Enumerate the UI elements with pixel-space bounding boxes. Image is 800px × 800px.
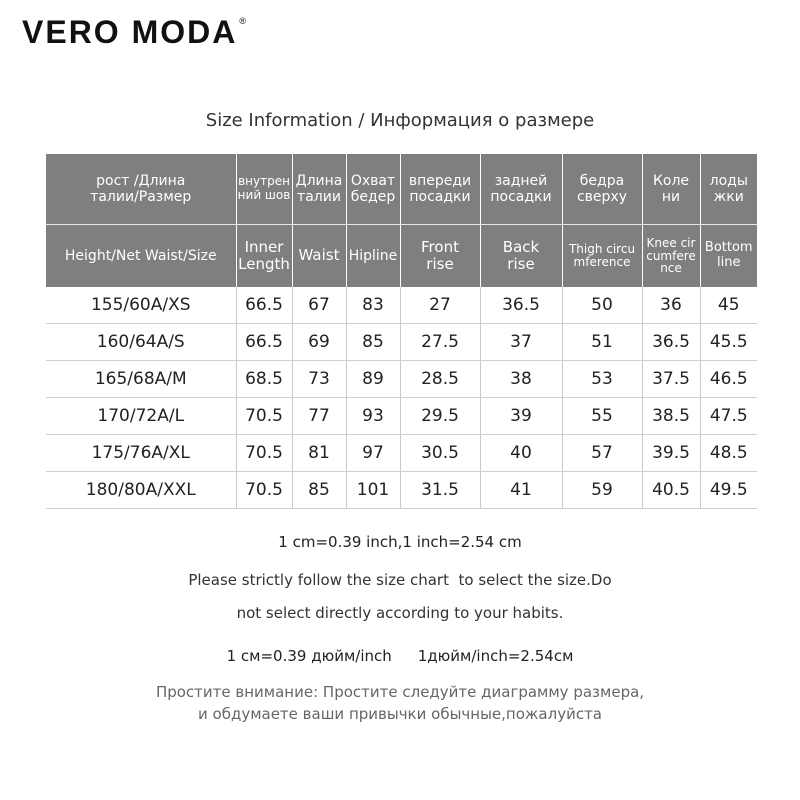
brand-name: VERO MODA — [22, 14, 238, 50]
table-row — [46, 472, 757, 509]
measurement-cell: 40.5 — [642, 472, 700, 509]
header-en-bottom: Bottom line — [700, 225, 757, 288]
measurement-cell: 37.5 — [642, 361, 700, 398]
measurement-cell: 36.5 — [642, 324, 700, 361]
measurement-cell: 37 — [480, 324, 562, 361]
measurement-cell: 38.5 — [642, 398, 700, 435]
measurement-cell: 36.5 — [480, 287, 562, 324]
header-row-en — [46, 225, 757, 288]
measurement-cell: 89 — [346, 361, 400, 398]
conversion-ru-inch: 1дюйм/inch=2.54см — [417, 647, 574, 665]
size-label-cell: 175/76A/XL — [46, 435, 236, 472]
measurement-cell: 30.5 — [400, 435, 480, 472]
measurement-cell: 27 — [400, 287, 480, 324]
header-en-size: Height/Net Waist/Size — [46, 225, 236, 288]
measurement-cell: 69 — [292, 324, 346, 361]
measurement-cell: 93 — [346, 398, 400, 435]
table-row — [46, 324, 757, 361]
header-row-ru — [46, 154, 757, 225]
measurement-cell: 68.5 — [236, 361, 292, 398]
conversion-note-en: 1 cm=0.39 inch,1 inch=2.54 cm — [278, 533, 522, 551]
header-ru-front-rise: впереди посадки — [400, 154, 480, 225]
measurement-cell: 67 — [292, 287, 346, 324]
measurement-cell: 36 — [642, 287, 700, 324]
measurement-cell: 39.5 — [642, 435, 700, 472]
measurement-cell: 70.5 — [236, 472, 292, 509]
size-label-cell: 180/80A/XXL — [46, 472, 236, 509]
header-ru-bottom: лодыжки — [700, 154, 757, 225]
size-label-cell: 165/68A/M — [46, 361, 236, 398]
header-ru-back-rise: задней посадки — [480, 154, 562, 225]
measurement-cell: 77 — [292, 398, 346, 435]
measurement-cell: 66.5 — [236, 324, 292, 361]
advice-en-line-1: Please strictly follow the size chart to select the size.Do — [188, 571, 612, 589]
measurement-cell: 47.5 — [700, 398, 757, 435]
header-ru-thigh: бедра сверху — [562, 154, 642, 225]
table-row — [46, 287, 757, 324]
header-ru-hipline: Охват бедер — [346, 154, 400, 225]
measurement-cell: 66.5 — [236, 287, 292, 324]
size-label-cell: 160/64A/S — [46, 324, 236, 361]
measurement-cell: 81 — [292, 435, 346, 472]
registered-mark: ® — [239, 16, 246, 26]
measurement-cell: 29.5 — [400, 398, 480, 435]
advice-ru — [0, 681, 800, 725]
measurement-cell: 38 — [480, 361, 562, 398]
measurement-cell: 31.5 — [400, 472, 480, 509]
advice-ru-line-2: и обдумаете ваши привычки обычные,пожалуйста — [198, 705, 602, 723]
measurement-cell: 45.5 — [700, 324, 757, 361]
measurement-cell: 28.5 — [400, 361, 480, 398]
size-label-cell: 170/72A/L — [46, 398, 236, 435]
size-chart-table — [46, 154, 757, 509]
header-ru-inner-length: внутренний шов — [236, 154, 292, 225]
conversion-ru-cm: 1 см=0.39 дюйм/inch — [226, 647, 392, 665]
table-row — [46, 361, 757, 398]
table-row — [46, 435, 757, 472]
header-en-back-rise: Back rise — [480, 225, 562, 288]
measurement-cell: 97 — [346, 435, 400, 472]
header-en-waist: Waist — [292, 225, 346, 288]
header-ru-waist: Длина талии — [292, 154, 346, 225]
measurement-cell: 41 — [480, 472, 562, 509]
measurement-cell: 46.5 — [700, 361, 757, 398]
measurement-cell: 85 — [346, 324, 400, 361]
advice-ru-line-1: Простите внимание: Простите следуйте диаграмму размера, — [155, 683, 645, 701]
measurement-cell: 73 — [292, 361, 346, 398]
measurement-cell: 85 — [292, 472, 346, 509]
measurement-cell: 45 — [700, 287, 757, 324]
measurement-cell: 53 — [562, 361, 642, 398]
measurement-cell: 27.5 — [400, 324, 480, 361]
header-ru-knee: Колени — [642, 154, 700, 225]
measurement-cell: 40 — [480, 435, 562, 472]
measurement-cell: 70.5 — [236, 435, 292, 472]
measurement-cell: 48.5 — [700, 435, 757, 472]
measurement-cell: 49.5 — [700, 472, 757, 509]
measurement-cell: 57 — [562, 435, 642, 472]
header-en-hipline: Hipline — [346, 225, 400, 288]
measurement-cell: 51 — [562, 324, 642, 361]
size-label-cell: 155/60A/XS — [46, 287, 236, 324]
measurement-cell: 59 — [562, 472, 642, 509]
measurement-cell: 50 — [562, 287, 642, 324]
measurement-cell: 39 — [480, 398, 562, 435]
header-ru-size: рост /Длина талии/Размер — [46, 154, 236, 225]
table-row — [46, 398, 757, 435]
measurement-cell: 55 — [562, 398, 642, 435]
measurement-cell: 83 — [346, 287, 400, 324]
brand-logo — [22, 14, 246, 51]
advice-en-line-2: not select directly according to your habits. — [236, 604, 564, 622]
conversion-note-ru — [0, 647, 800, 665]
measurement-cell: 70.5 — [236, 398, 292, 435]
header-en-front-rise: Front rise — [400, 225, 480, 288]
measurement-cell: 101 — [346, 472, 400, 509]
header-en-thigh: Thigh circumference — [562, 225, 642, 288]
header-en-inner-length: Inner Length — [236, 225, 292, 288]
page-title: Size Information / Информация о размере — [205, 110, 595, 131]
header-en-knee: Knee circumference — [642, 225, 700, 288]
